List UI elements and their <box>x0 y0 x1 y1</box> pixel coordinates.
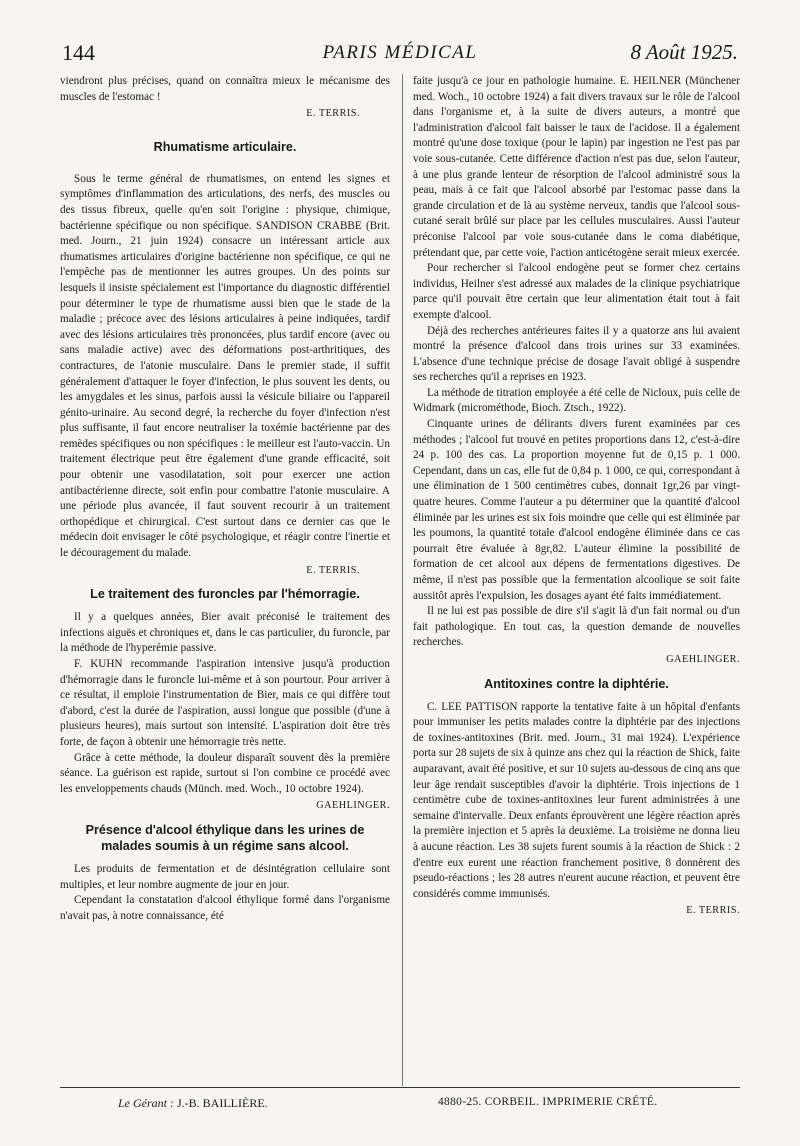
antitoxin-signature: E. TERRIS. <box>686 905 740 917</box>
running-header <box>62 40 738 66</box>
intro-signature: E. TERRIS. <box>306 108 360 120</box>
alcohol-paragraph-7: Il ne lui est pas possible de dire s'il s'agit là d'un fait normal ou d'un fait pathologique. En tout cas, la question demande de nouvelles recherches. <box>413 605 740 649</box>
alcohol-paragraph-4: Déjà des recherches antérieures faites il y a quatorze ans lui avaient montré la présence d'alcool dans trois urines sur 33 examinées. L'absence d'une technique précise de dosage l'avait obligé à suspendre ses recherches qu'il a reprises en 1923. <box>413 324 740 384</box>
right-column <box>413 74 740 919</box>
alcohol-continued-paragraph: faite jusqu'à ce jour en pathologie humaine. E. HEILNER (Münchener med. Woch., 10 octobre 1924) a fait divers travaux sur le rôle de l'alcool dans l'organisme et, à la suite de divers auteurs, a montré que l'administration d'alcool fait baisser le taux de l'acidose. Il a également montré qu'une dose toxique (pour le lapin) par ingestion ne l'est pas par voie sous-cutanée. Cette différence d'action n'est pas due, selon l'auteur, à une plus grande lenteur de résorption de l'alcool administré sous la peau, mais à ce fait que l'alcool absorbé par l'estomac passe dans la grande circulation et de là au système nerveux, tandis que l'alcool sous-cutané serait brûlé sur place par les cellules musculaires. Aussi l'auteur préconise l'alcool par voie sous-cutanée dans le coma diabétique, prétendant que, par cette voie, l'action anticétogène serait mieux exercée. <box>413 75 740 259</box>
column-divider <box>402 74 403 1086</box>
furuncle-signature: GAEHLINGER. <box>316 800 390 812</box>
issue-date: 8 Août 1925. <box>630 40 738 64</box>
furuncle-paragraph-1: Il y a quelques années, Bier avait préconisé le traitement des infections aiguës et chroniques et, dans le cas particulier, du furoncle, par la méthode de l'hyperémie passive. <box>60 611 390 655</box>
page-footer <box>60 1087 740 1110</box>
rheumatism-heading: Rhumatisme articulaire. <box>153 139 297 154</box>
furuncle-paragraph-3: Grâce à cette méthode, la douleur disparaît souvent dès la première séance. La guérison est rapide, surtout si l'on combine ce procédé avec les enveloppements chauds (Münch. med. Woch., 10 octobre 1924). <box>60 751 390 795</box>
gerant-name: J.-B. BAILLIÈRE. <box>177 1096 268 1110</box>
alcohol-paragraph-6: Cinquante urines de délirants divers furent examinées par ces méthodes ; l'alcool fut trouvé en petites proportions dans 12, c'est-à-dire 24 p. 100 des cas. La proportion moyenne fut de 0,15 p. 1 000. Cependant, dans un cas, elle fut de 0,84 p. 1 000, ce qui, correspondant à une élimination de 1 500 centimètres cubes, donnait 1gr,26 par vingt-quatre heures. Comme l'auteur a pu déterminer que la quantité d'alcool éliminée par les urines est six fois moindre que celle qui est éliminée par les poumons, la quantité totale d'alcool endogène éliminée dans ce cas pourrait être évaluée à 8gr,82. L'auteur élimine la possibilité de formation de cet alcool aux dépens de fermentations digestives. De même, il n'est pas possible que la fermentation alcoolique se soit faite aussitôt après l'expulsion, les dosages ayant été faits immédiatement. <box>413 418 740 602</box>
alcohol-paragraph-2: Cependant la constatation d'alcool éthylique formé dans l'organisme n'avait pas, à notre connaissance, été <box>60 894 390 922</box>
alcohol-paragraph-3: Pour rechercher si l'alcool endogène peut se former chez certains individus, Heilner s'est adressé aux malades de la clinique psychiatrique parce qu'il pouvait être certain que leur alimentation était tout à fait exempte d'alcool. <box>413 262 740 321</box>
footer-rule <box>60 1087 740 1088</box>
alcohol-signature: GAEHLINGER. <box>666 653 740 665</box>
gerant-label: Le Gérant : <box>118 1096 174 1110</box>
alcohol-paragraph-5: La méthode de titration employée a été celle de Nicloux, puis celle de Widmark (microméthode, Bioch. Ztsch., 1922). <box>413 386 740 415</box>
furuncle-heading: Le traitement des furoncles par l'hémorragie. <box>90 587 360 602</box>
alcohol-paragraph-1: Les produits de fermentation et de désintégration cellulaire sont multiples, et leur nombre augmente de jour en jour. <box>60 862 390 891</box>
antitoxin-heading: Antitoxines contre la diphtérie. <box>484 676 669 691</box>
gerant-line <box>118 1096 268 1111</box>
rheumatism-paragraph: Sous le terme général de rhumatismes, on entend les signes et symptômes d'inflammation des articulations, des nerfs, des muscles ou des tissus fibreux, quelle qu'en soit l'origine : physique, chimique, bactérienne spécifique ou non spécifique. SANDISON CRABBE (Brit. med. Journ., 21 juin 1924) consacre un intéressant article aux rhumatismes articulaires d'origine bactérienne non spécifique, ce qui ne l'empêche pas de mentionner les autres groupes. Un des points sur lesquels il insiste spécialement est l'importance du diagnostic différentiel pour déterminer le type de rhumatisme aussi bien que le stade de la maladie ; précoce avec des lésions articulaires à peine indiquées, tardif avec des lésions articulaires très prononcées, plus tardif encore (avec ou sans maladie active) avec des déformations post-arthritiques, des contractures, de l'atonie musculaire. Dans le premier stade, il suffit généralement d'attaquer le foyer d'infection, le plus souvent les dents, ou les amygdales et les sinus, parfois aussi la vésicule biliaire ou l'appareil génito-urinaire. Au second degré, la recherche du foyer d'infection n'est plus suffisante, il faut encore neutraliser la toxémie bactérienne par des remèdes spécifiques ou non spécifiques : le meilleur est l'auto-vaccin. Un traitement électrique peut être également d'une grande efficacité, soit pour obtenir une vasodilatation, soit pour exercer une action antibactérienne directe, soit enfin pour combattre l'atonie musculaire. A une période plus avancée, il faut souvent recourir à un traitement orthopédique et chirurgical. C'est surtout dans ce dernier cas que le médecin doit envisager le côté psychologique, et réagir contre l'inertie et le découragement du malade. <box>60 172 390 560</box>
journal-title: PARIS MÉDICAL <box>322 42 478 63</box>
left-column <box>60 74 390 924</box>
antitoxin-paragraph: C. LEE PATTISON rapporte la tentative faite à un hôpital d'enfants pour immuniser les petits malades contre la diphtérie par des injections de toxines-antitoxines (Brit. med. Journ., 31 mai 1924). L'expérience porta sur 28 sujets de six à quinze ans chez qui la réaction de Shick, faite auparavant, avait été positive, et sur 10 sujets au-dessous de cinq ans que leur âge rendait susceptibles d'avoir la diphtérie. Trois injections de 1 centimètre cube de toxines-antitoxines leur furent administrées à une semaine d'intervalle. Deux enfants éprouvèrent une légère réaction après la première injection et 5 après la deuxième. La troisième ne donna lieu à aucune réaction. Les 38 sujets furent soumis à la réaction de Shick : 2 d'entre eux eurent une réaction franchement positive, 8 donnèrent des pseudo-réactions ; les 28 autres n'eurent aucune réaction, et peuvent être considérés comme immunisés. <box>413 700 740 900</box>
printer-line: 4880-25. CORBEIL. IMPRIMERIE CRÉTÉ. <box>438 1096 658 1108</box>
furuncle-paragraph-2: F. KUHN recommande l'aspiration intensive jusqu'à production d'hémorragie dans le furoncle lui-même et à son pourtour. Pour arriver à ce résultat, il emploie l'instrumentation de Bier, mais ce qui diffère tout d'abord, c'est la durée de l'aspiration, aussi longue que possible (d'une à plusieurs heures), mais surtout son intensité. L'aspiration doit être très forte, de façon à obtenir une hémorragie très nette. <box>60 658 390 748</box>
intro-paragraph: viendront plus précises, quand on connaîtra mieux le mécanisme des muscles de l'estomac ! <box>60 75 390 103</box>
page-number: 144 <box>62 40 95 65</box>
rheumatism-signature: E. TERRIS. <box>306 564 360 576</box>
alcohol-heading: Présence d'alcool éthylique dans les urines de malades soumis à un régime sans alcool. <box>85 822 365 853</box>
